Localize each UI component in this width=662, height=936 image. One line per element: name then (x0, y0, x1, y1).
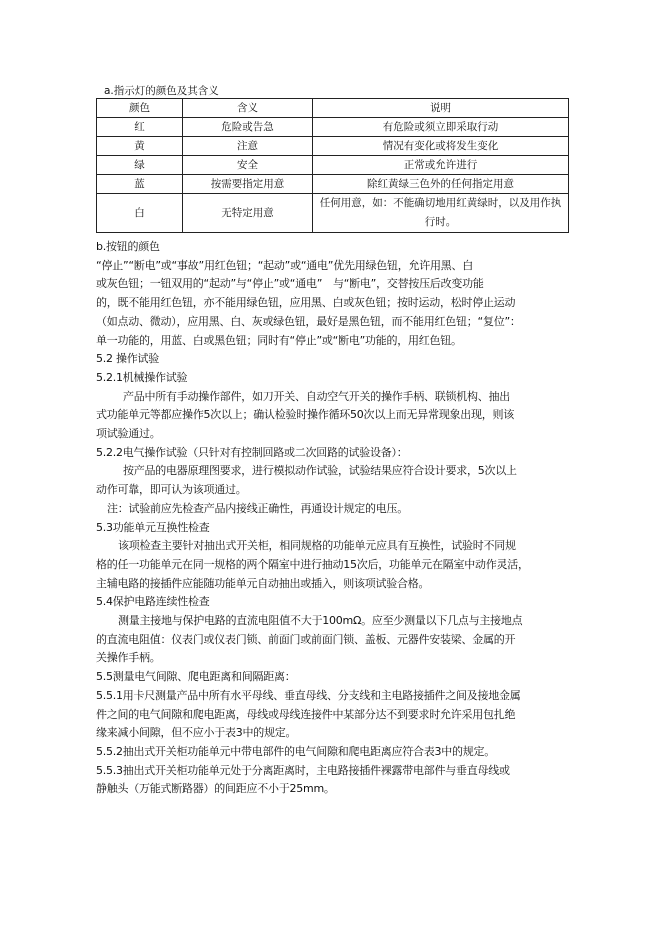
indicator-color-table (96, 98, 569, 233)
cell-meaning: 危险或告急 (183, 118, 313, 137)
paragraph-line: 关操作手柄。 (96, 651, 161, 665)
cell-meaning: 按需要指定用意 (183, 175, 313, 194)
header-color: 颜色 (97, 99, 183, 118)
cell-description: 有危险或须立即采取行动 (313, 118, 569, 137)
paragraph-line: 测量主接地与保护电路的直流电阻值不大于100mΩ。应至少测量以下几点与主接地点 (118, 614, 523, 628)
paragraph-line: （如点动、微动），应用黑、白、灰或绿色钮，最好是黑色钮，而不能用红色钮；“复位”： (96, 314, 521, 328)
paragraph-line: 该项检查主要针对抽出式开关柜，相同规格的功能单元应具有互换性，试验时不同规 (118, 539, 516, 553)
paragraph-line: 件之间的电气间隙和爬电距离，母线或母线连接件中某部分达不到要求时允许采用包扎绝 (96, 707, 516, 721)
paragraph-line: 5.5.3抽出式开关柜功能单元处于分离距离时，主电路接插件裸露带电部件与垂直母线或 (96, 763, 510, 777)
paragraph-line: 的，既不能用红色钮，亦不能用绿色钮，应用黑、白或灰色钮；按时运动，松时停止运动 (96, 296, 516, 310)
section-heading: 5.2.2电气操作试验（只针对有控制回路或二次回路的试验设备）： (96, 445, 408, 459)
paragraph-line: “停止”“断电”或“事故”用红色钮；“起动”或“通电”优先用绿色钮，允许用黑、白 (96, 258, 473, 272)
paragraph-line: 缘来减小间隙，但不应小于表3中的规定。 (96, 726, 297, 740)
paragraph-line: 或灰色钮；一钮双用的“起动”与“停止”或“通电” 与“断电”，交替按压后改变功能 (96, 277, 484, 291)
paragraph-line: 主辅电路的接插件应能随功能单元自动抽出或插入，则该项试验合格。 (96, 576, 430, 590)
paragraph-line: 的直流电阻值：仪表门或仪表门锁、前面门或前面门锁、盖板、元器件安装梁、金属的开 (96, 632, 516, 646)
section-a-title: a.指示灯的颜色及其含义 (104, 85, 219, 97)
paragraph-line: 5.5.1用卡尺测量产品中所有水平母线、垂直母线、分支线和主电路接插件之间及接地金属 (96, 688, 521, 702)
header-description: 说明 (313, 99, 569, 118)
cell-meaning: 无特定用意 (183, 194, 313, 233)
paragraph-line: 项试验通过。 (96, 427, 161, 441)
body-text (96, 238, 574, 799)
section-heading: 5.2.1机械操作试验 (96, 370, 188, 384)
cell-color: 白 (97, 194, 183, 233)
cell-meaning: 注意 (183, 137, 313, 156)
cell-color: 蓝 (97, 175, 183, 194)
cell-description: 情况有变化或将发生变化 (313, 137, 569, 156)
cell-color: 红 (97, 118, 183, 137)
table-row (97, 156, 569, 175)
table-row (97, 118, 569, 137)
table-row (97, 137, 569, 156)
table-header-row (97, 99, 569, 118)
section-heading: 5.3功能单元互换性检查 (96, 520, 210, 534)
cell-color: 绿 (97, 156, 183, 175)
cell-color: 黄 (97, 137, 183, 156)
section-b-title: b.按钮的颜色 (96, 240, 160, 253)
paragraph-line: 静触头（万能式断路器）的间距应不小于25mm。 (96, 782, 335, 796)
table-row (97, 175, 569, 194)
cell-description: 正常或允许进行 (313, 156, 569, 175)
cell-description: 任何用意，如：不能确切地用红黄绿时，以及用作执行时。 (313, 194, 569, 233)
paragraph-line: 式功能单元等都应操作5次以上；确认检验时操作循环50次以上而无异常现象出现，则该 (96, 408, 514, 422)
paragraph-line: 按产品的电器原理图要求，进行模拟动作试验，试验结果应符合设计要求，5次以上 (123, 464, 517, 478)
header-meaning: 含义 (183, 99, 313, 118)
paragraph-line: 单一功能的，用蓝、白或黑色钮；同时有“停止”或“断电”功能的，用红色钮。 (96, 333, 462, 347)
table-row (97, 194, 569, 233)
paragraph-line: 动作可靠，即可认为该项通过。 (96, 483, 247, 497)
cell-meaning: 安全 (183, 156, 313, 175)
paragraph-line: 产品中所有手动操作部件，如刀开关、自动空气开关的操作手柄、联锁机构、抽出 (123, 389, 510, 403)
paragraph-line: 5.5.2抽出式开关柜功能单元中带电部件的电气间隙和爬电距离应符合表3中的规定。 (96, 744, 495, 758)
section-heading: 5.2 操作试验 (96, 352, 159, 366)
section-heading: 5.5测量电气间隙、爬电距离和间隔距离： (96, 670, 296, 684)
note-line: 注：试验前应先检查产品内接线正确性，再通设计规定的电压。 (107, 501, 408, 515)
paragraph-line: 格的任一功能单元在同一规格的两个隔室中进行抽动15次后，功能单元在隔室中动作灵活， (96, 557, 529, 571)
cell-description: 除红黄绿三色外的任何指定用意 (313, 175, 569, 194)
section-heading: 5.4保护电路连续性检查 (96, 595, 210, 609)
